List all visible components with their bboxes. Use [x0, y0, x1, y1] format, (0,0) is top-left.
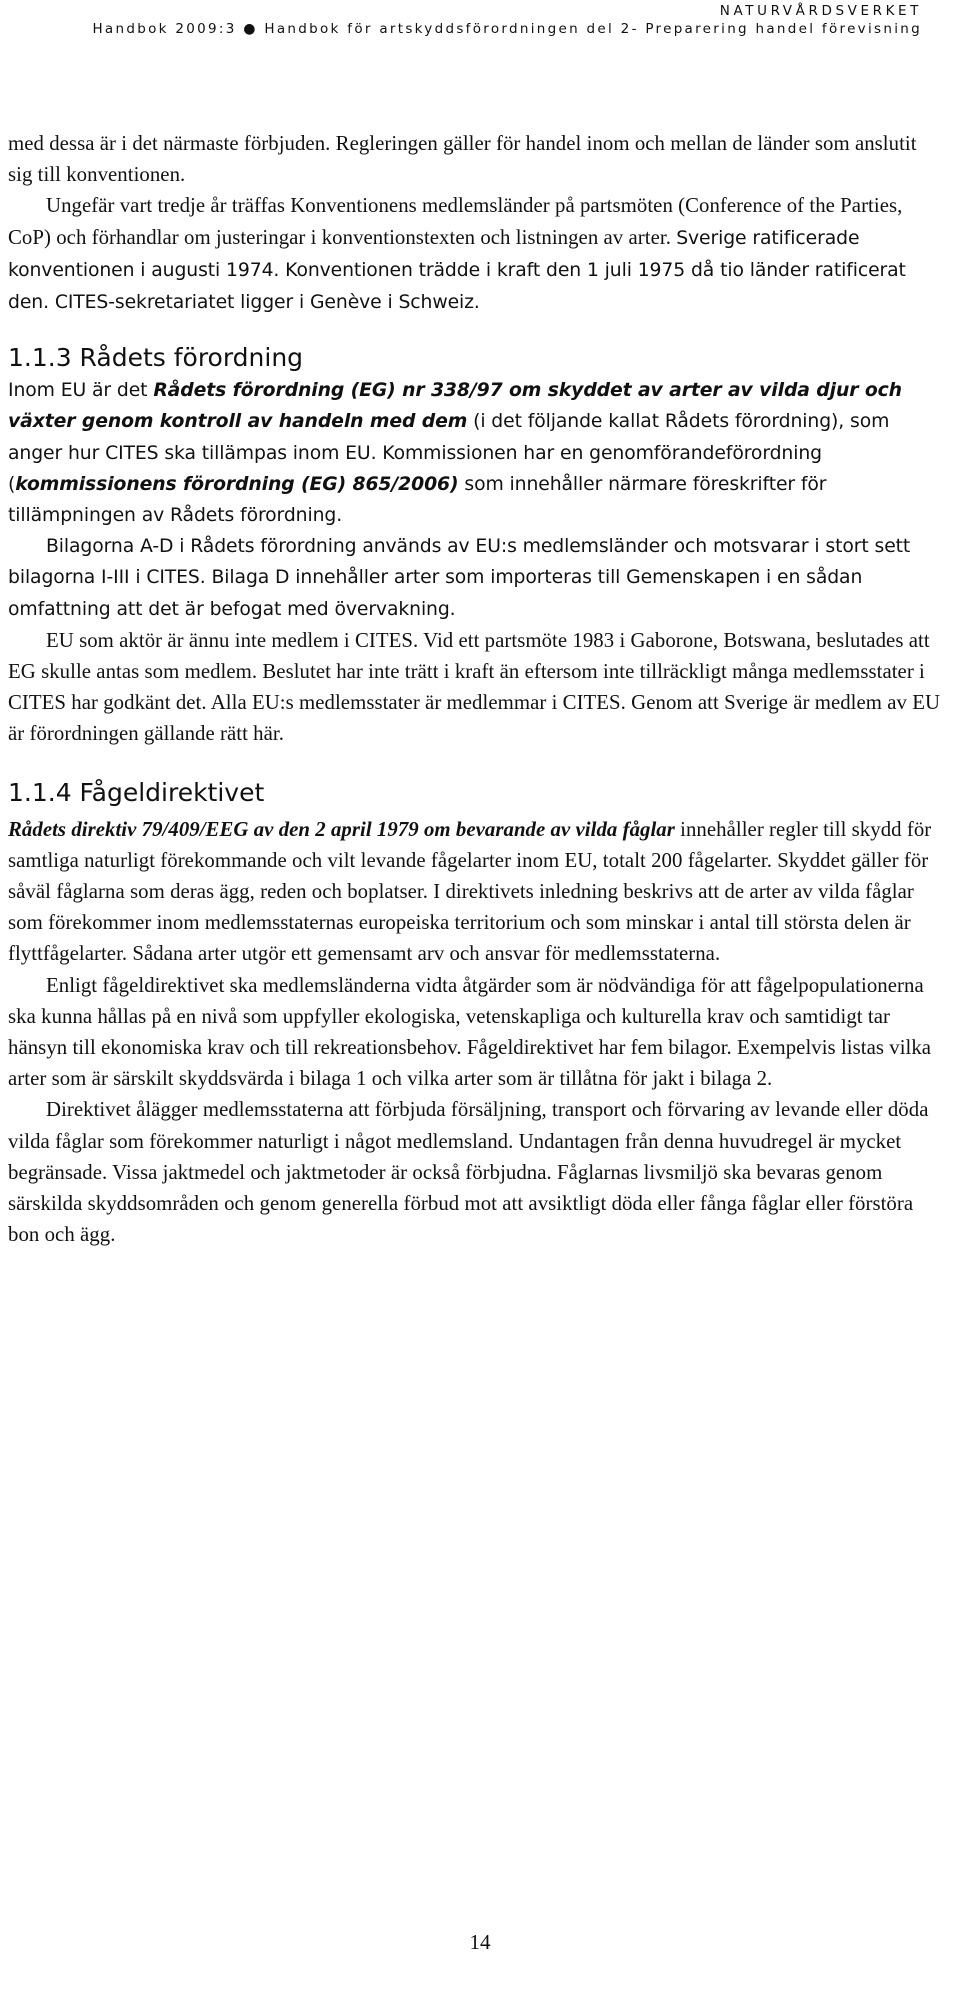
text-inom-eu: Inom EU är det — [8, 380, 148, 402]
bilagor-paragraph — [8, 531, 943, 625]
text-directive-content: innehåller regler till skydd för samtliga naturligt förekommande och vilt levande fågelarter inom EU, totalt 200 fågelarter. Skyddet gäller för såväl fåglarna som deras ägg, reden och boplatser. I direktivets inledning beskrivs att de arter av vilda fåglar som förekommer inom medlemsstaternas europeiska territorium och som minskar i antal till största delen är flyttfågelarter. Sådana arter utgör ett gemensamt arv och ansvar för medlemsstaterna. — [8, 817, 932, 966]
directive-prohibitions-paragraph: Direktivet ålägger medlemsstaterna att förbjuda försäljning, transport och förvaring av levande eller döda vilda fåglar som förekommer naturligt i något medlemsland. Undantagen från denna huvudregel är mycket begränsade. Vissa jaktmedel och jaktmetoder är också förbjudna. Fåglarnas livsmiljö ska bevaras genom särskilda skyddsområden och genom generella förbud mot att avsiktligt döda eller fånga fåglar eller förstöra bon och ägg. — [8, 1098, 929, 1247]
eu-membership-paragraph — [8, 625, 943, 750]
publication-line — [92, 20, 922, 38]
publication-subtitle: Handbok för artskyddsförordningen del 2- Preparering handel förevisning — [264, 21, 922, 37]
text-bilagor: Bilagorna A-D i Rådets förordning används av EU:s medlemsländer och motsvarar i stort sett bilagorna I-III i CITES. — [8, 536, 911, 589]
radets-forordning-paragraph — [8, 375, 943, 531]
bullet-icon: ● — [243, 21, 258, 37]
text-details: som innehåller närmare föreskrifter för tillämpningen av Rådets förordning. — [8, 473, 827, 527]
directive-title: Rådets direktiv 79/409/EEG av den 2 april 1979 om bevarande av vilda fåglar — [8, 817, 675, 841]
ratification-text: Sverige ratificerade konventionen i augusti 1974. Konventionen trädde i kraft den 1 juli 1975 då tio länder ratificerat den. CITES-sekretariatet ligger i Genève i Schweiz. — [8, 227, 906, 314]
commission-regulation-title: kommissionens förordning (EG) 865/2006) — [15, 473, 459, 495]
text-gaborone: Vid ett partsmöte 1983 i Gaborone, Botswana, beslutades att EG skulle antas som medlem. Beslutet har inte trätt i kraft än eftersom inte tillräckligt många medlemsstater i CITES har godkänt det. Alla EU:s medlemsstater är medlemmar i CITES. Genom att Sverige är medlem av EU är förordningen gällande rätt här. — [8, 628, 941, 746]
directive-measures-paragraph: Enligt fågeldirektivet ska medlemsländerna vidta åtgärder som är nödvändiga för att fågelpopulationerna ska kunna hållas på en nivå som uppfyller ekologiska, vetenskapliga och kulturella krav och samtidigt tar hänsyn till ekonomiska krav och till rekreationsbehov. Fågeldirektivet har fem bilagor. Exempelvis listas vilka arter som är särskilt skyddsvärda i bilaga 1 och vilka arter som är tillåtna för jakt i bilaga 2. — [8, 973, 932, 1091]
text-eu-actor: EU som aktör är ännu inte medlem i CITES. — [46, 628, 419, 652]
intro-paragraph-cop — [8, 190, 943, 318]
text-bilaga-d: Bilaga D innehåller arter som importeras till Gemenskapen i en sådan omfattning att det är befogat med övervakning. — [8, 567, 863, 620]
text-following: (i det följande kallat Rådets förordning), som anger hur CITES ska tillämpas inom EU. Kommissionen har en genomförandeförordning ( — [8, 411, 890, 495]
organization-name: NATURVÅRDSVERKET — [719, 3, 922, 19]
page-header — [92, 2, 922, 38]
regulation-title: Rådets förordning (EG) nr 338/97 om skyddet av arter av vilda djur och växter genom kontroll av handeln med dem — [8, 380, 902, 433]
section-heading-fageldirektivet: 1.1.4 Fågeldirektivet — [8, 777, 265, 807]
section-heading-radets-forordning: 1.1.3 Rådets förordning — [8, 343, 304, 373]
fageldirektivet-paragraph — [8, 814, 943, 970]
page-number: 14 — [469, 1930, 491, 1954]
publication-id: Handbok 2009:3 — [92, 21, 237, 37]
cop-text: Ungefär vart tredje år träffas Konventionens medlemsländer på partsmöten (Conference of the Parties, CoP) och förhandlar om justeringar i konventionstexten och listningen av arter. — [8, 194, 903, 249]
intro-paragraph: med dessa är i det närmaste förbjuden. Regleringen gäller för handel inom och mellan de länder som anslutit sig till konventionen. — [8, 132, 917, 187]
document-body — [8, 128, 943, 1251]
